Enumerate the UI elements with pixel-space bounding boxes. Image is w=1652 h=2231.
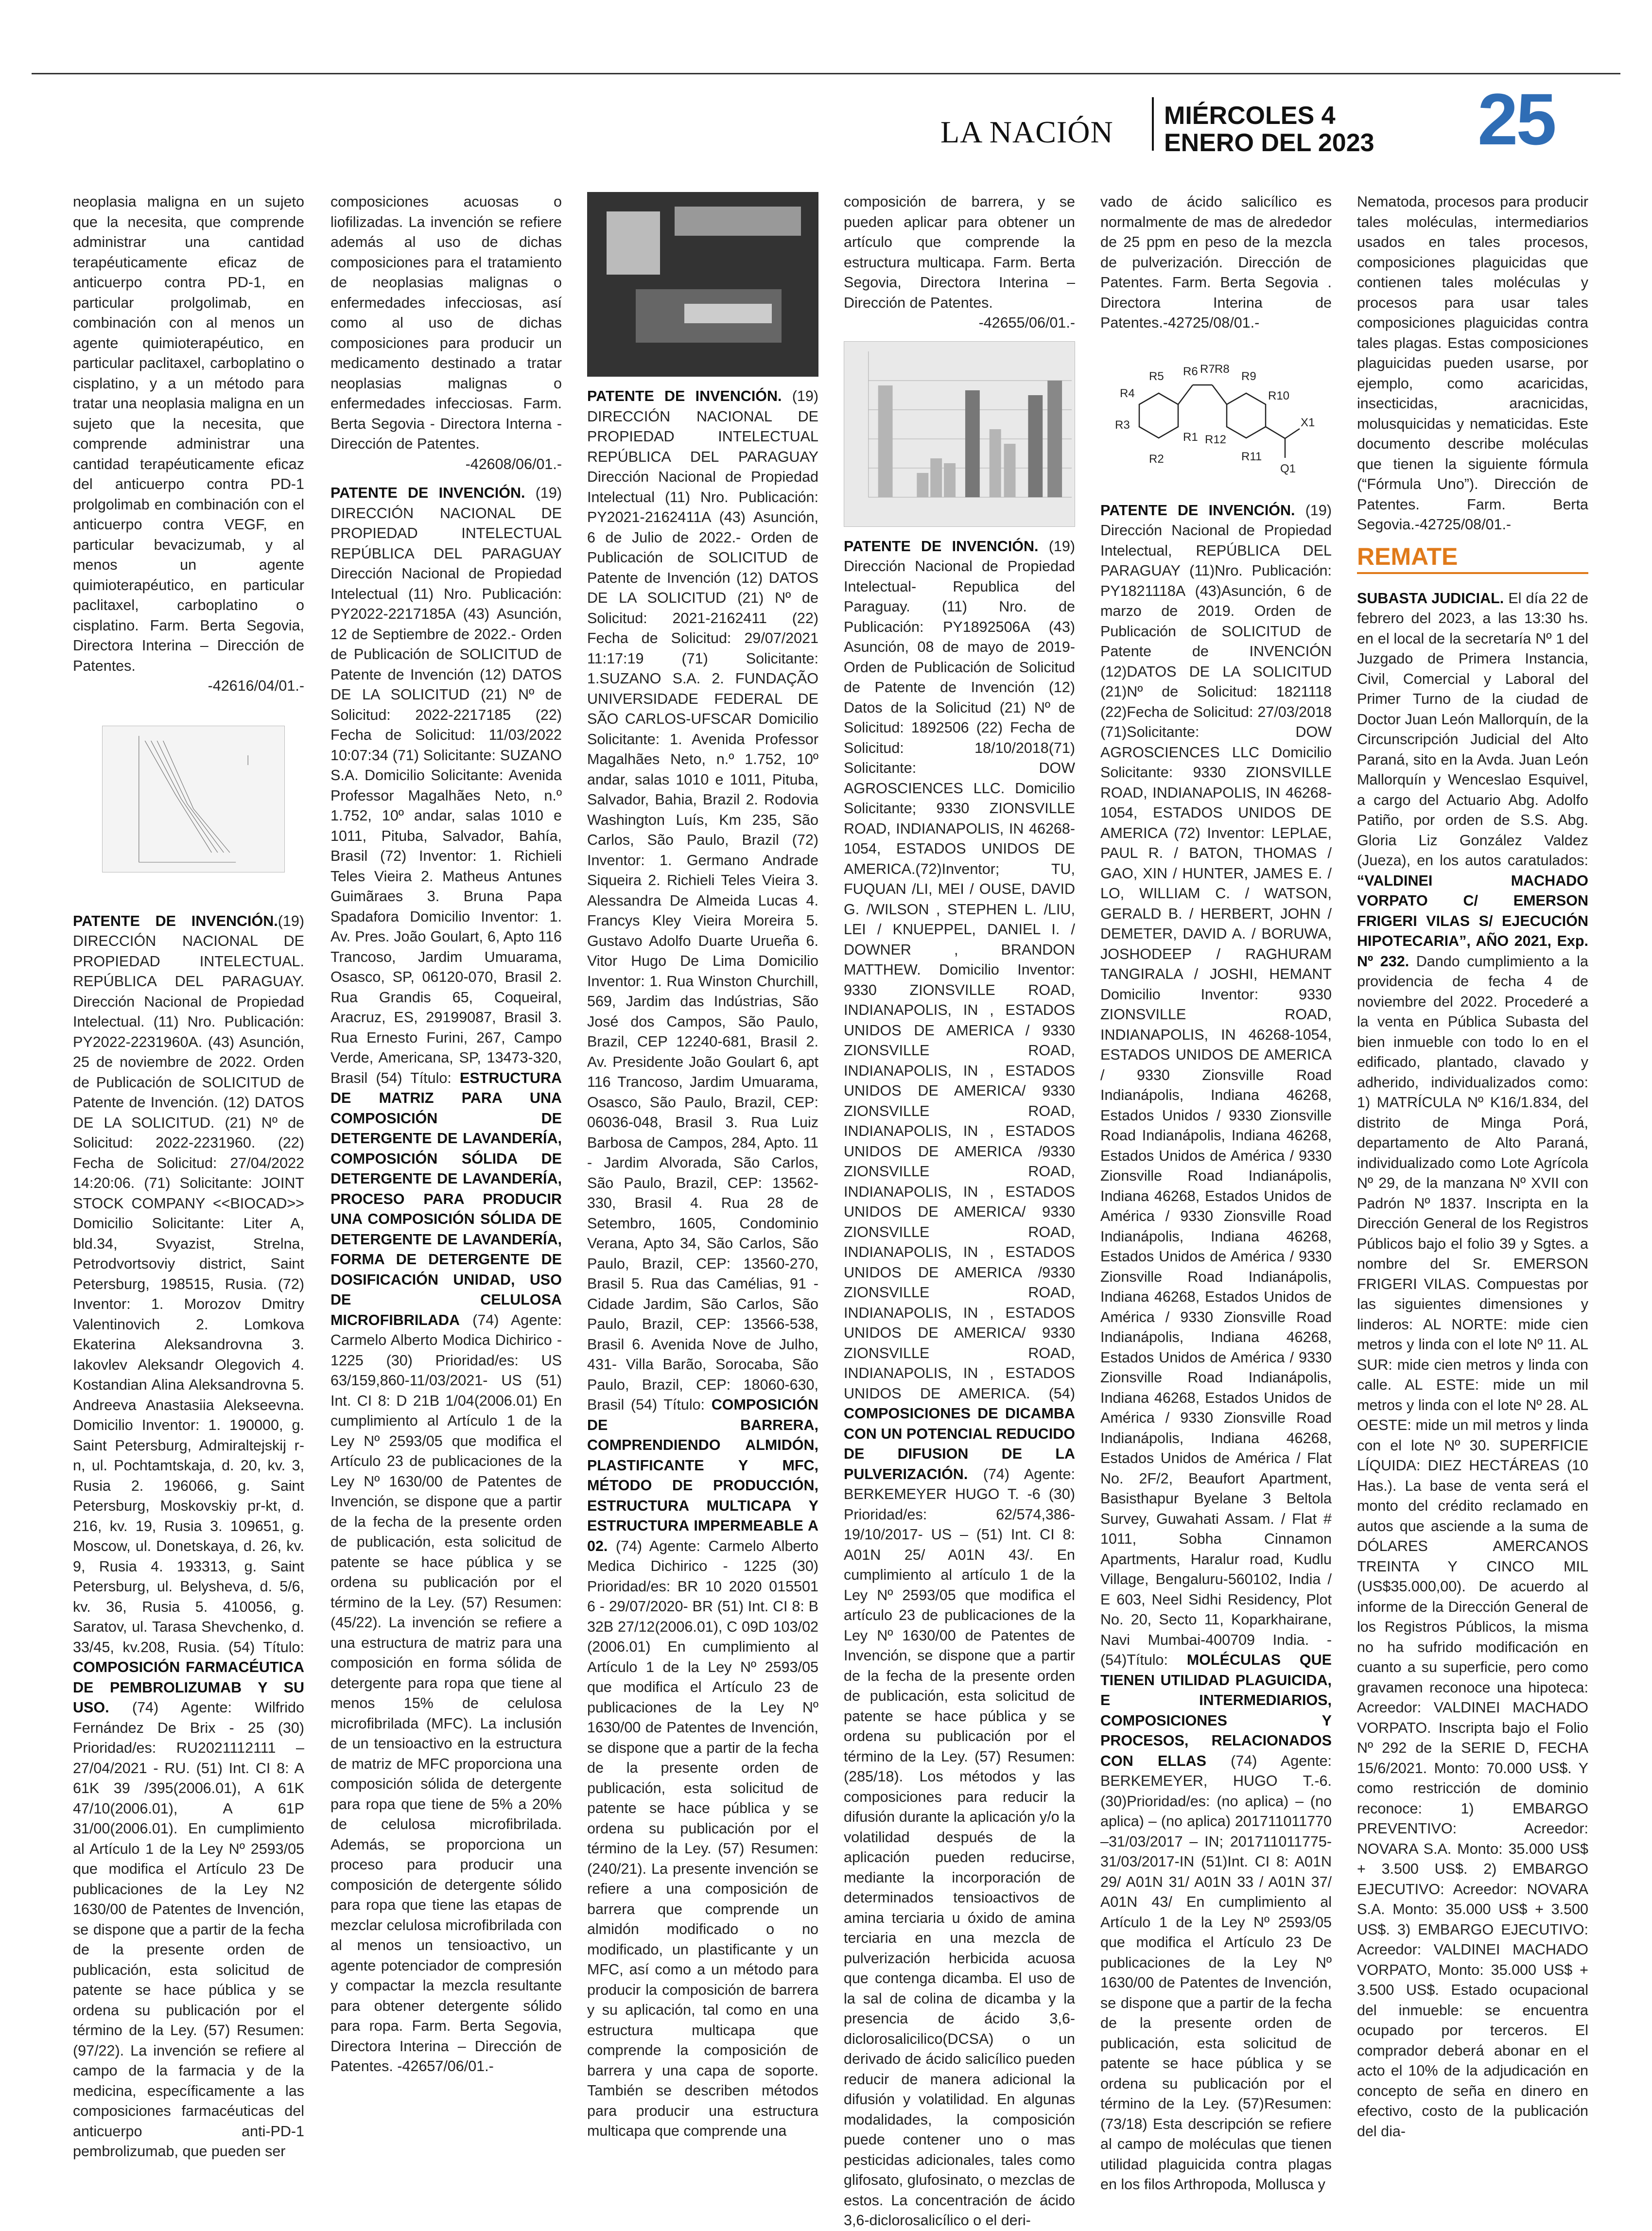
header-rule	[32, 73, 1620, 74]
notice-text: composición de barrera, y se pueden aplicar para obtener un artículo que comprende la estructura multicapa. Farm. Berta Segovia, Directora Interina – Dirección de Patentes.	[844, 193, 1075, 311]
notice-signature: -42657/06/01.-	[397, 2058, 494, 2074]
patent-text: (74) Agente: BERKEMEYER, HUGO T.-6. (30)Prioridad/es: (no aplica) – (no aplica) – (no aplica) 201711011770 –31/03/2017 – IN; 201711011775-31/03/2017-IN (51)Int. CI 8: A01N 29/ A01N 31/ A01N 33 / A01N 37/ A01N 43/ En cumplimiento al Artículo 1 de la Ley Nº 2593/05 que modifica el Artículo 23 De publicaciones de la Ley Nº 1630/00 de Patentes de Invención, se dispone que a partir de la fecha de la presente orden de publicación, esta solicitud de patente se hace pública y se ordena su publicación por el término de la Ley. (57)Resumen: (73/18) Esta descripción se refiere al campo de moléculas que tienen utilidad plaguicida contra plagas en los filos Arthropoda, Mollusca y	[1100, 1752, 1332, 2193]
bar-chart	[844, 342, 1075, 526]
chem-label: R10	[1268, 389, 1290, 402]
chem-label: R12	[1205, 433, 1227, 446]
notice-signature: -42655/06/01.-	[978, 314, 1075, 331]
patent-title: COMPOSICIÓN DE BARRERA, COMPRENDIENDO ALMIDÓN, PLASTIFICANTE Y MFC, MÉTODO DE PRODUCCIÓN, ESTRUCTURA MULTICAPA Y ESTRUCTURA IMPERMEABLE A 02.	[587, 1396, 818, 1554]
patent-text: (19) Dirección Nacional de Propiedad Intelectual, REPÚBLICA DEL PARAGUAY (11)Nro. Publicación: PY1821118A (43)Asunción, 6 de marzo de 2019. Orden de Publicación de SOLICITUD de Patente de INVENCIÓN (12)DATOS DE LA SOLICITUD (21)Nº de Solicitud: 1821118 (22)Fecha de Solicitud: 27/03/2018 (71)Solicitante: DOW AGROSCIENCES LLC Domicilio Solicitante: 9330 ZIONSVILLE ROAD, INDIANAPOLIS, IN 46268-1054, ESTADOS UNIDOS DE AMERICA (72) Inventor: LEPLAE, PAUL R. / BATON, THOMAS / GAO, XIN / HUNTER, JAMES E. / LO, WILLIAM C. / WATSON, GERALD B. / HERBERT, JOHN / DEMETER, DAVID A. / BORUWA, JOSHODEEP / RAGHURAM TANGIRALA / JOSHI, HEMANT Domicilio Inventor: 9330 ZIONSVILLE ROAD, INDIANAPOLIS, IN 46268-1054, ESTADOS UNIDOS DE AMERICA / 9330 Zionsville Road Indianápolis, Indiana 46268, Estados Unidos / 9330 Zionsville Road Indianápolis, Indiana 46268, Estados Unidos de América / 9330 Zionsville Road Indianápolis, Indiana 46268, Estados Unidos de América / 9330 Zionsville Road Indianápolis, Indiana 46268, Estados Unidos de América / 9330 Zionsville Road Indianápolis, Indiana 46268, Estados Unidos de América / 9330 Zionsville Road Indianápolis, Indiana 46268, Estados Unidos de América / 9330 Zionsville Road Indianápolis, Indiana 46268, Estados Unidos de América / 9330 Zionsville Road Indianápolis, Indiana 46268, Estados Unidos de América / Flat No. 2F/2, Beaufort Apartment, Basisthapur Byelane 3 Beltola Survey, Guwahati Assam. / Flat # 1011, Sobha Cinnamon Apartments, Haralur road, Kudlu Village, Bengaluru-560102, India / E 603, Neel Sidhi Residency, Plot No. 20, Secto 11, Koparkhairane, Navi Mumbai-400709 India. - (54)Título:	[1100, 502, 1332, 1668]
header-separator	[1152, 97, 1154, 151]
graph-figure	[102, 726, 285, 872]
chem-label: R1	[1183, 430, 1198, 444]
column-3	[587, 192, 818, 2139]
notice-signature: -42608/06/01.-	[465, 455, 562, 472]
patent-text: (19) DIRECCIÓN NACIONAL DE PROPIEDAD INTELECTUAL REPÚBLICA DEL PARAGUAY Dirección Nacional de Propiedad Intelectual (11) Nro. Publicación: PY2022-2217185A (43) Asunción, 12 de Septiembre de 2022.- Orden de Publicación de SOLICITUD de Patente de Invención (12) DATOS DE LA SOLICITUD (21) Nº de Solicitud: 2022-2217185 (22) Fecha de Solicitud: 11/03/2022 10:07:34 (71) Solicitante: SUZANO S.A. Domicilio Solicitante: Avenida Professor Magalhães Neto, n.º 1.752, 10º andar, salas 1010 e 1011, Pituba, Salvador, Bahía, Brasil (72) Inventor: 1. Richieli Teles Vieira 2. Matheus Antunes Guimãraes 3. Bruna Papa Spadafora Domicilio Inventor: 1. Av. Pres. João Goulart, 6, Apto 116 Trancoso, Jardim Umuarama, Osasco, SP, 06120-070, Brasil 2. Rua Grandis 65, Coqueiral, Aracruz, ES, 29199087, Brasil 3. Rua Ernesto Furini, 267, Campo Verde, Americana, SP, 13473-320, Brasil (54) Título:	[330, 485, 562, 1086]
notice-signature: -42616/04/01.-	[208, 678, 304, 694]
structure-diagram	[1100, 346, 1332, 492]
chem-label: R3	[1115, 418, 1130, 432]
chem-label: R7	[1200, 362, 1215, 376]
issue-date	[1164, 102, 1374, 157]
patent-title: COMPOSICIONES DE DICAMBA CON UN POTENCIAL REDUCIDO DE DIFUSION DE LA PULVERIZACIÓN.	[844, 1405, 1075, 1482]
patent-text: (74) Agente: Carmelo Alberto Modica Dichirico - 1225 (30) Prioridad/es: US 63/159,860-11/03/2021- US (51) Int. CI 8: D 21B 1/04(2006.01) En cumplimiento al Artículo 1 de la Ley Nº 2593/05 que modifica el Artículo 23 de publicaciones de la Ley Nº 1630/00 de Patentes de Invención, se dispone que a partir de la fecha de la presente orden de publicación, esta solicitud de patente se hace pública y se ordena su publicación por el término de la Ley. (57) Resumen:(45/22). La invención se refiere a una estructura de matriz para una composición en forma sólida de detergente para ropa que tiene al menos 15% de celulosa microfibrilada (MFC). La inclusión de un tensioactivo en la estructura de matriz de MFC proporciona una composición sólida de detergente para ropa que tiene de 5% a 20% de celulosa microfibrilada. Además, se proporciona un proceso para producir una composición de detergente sólido para ropa que tiene las etapas de mezclar celulosa microfibrilada con al menos un tensioactivo, un agente potenciador de compresión y compactar la mezcla resultante para obtener detergente sólido para ropa. Farm. Berta Segovia, Directora Interina – Dirección de Patentes.	[330, 1311, 562, 2074]
auction-text: El día 22 de febrero del 2023, a las 13:30 hs. en el local de la secretaría Nº 1 del Juzgado de Primera Instancia, Civil, Comercial y Laboral del Primer Turno de la ciudad de Doctor Juan León Mallorquín, de la Circunscripción Judicial del Alto Paraná, sito en la Avda. Juan León Mallorquín y Wenceslao Esquivel, a cargo del Actuario Abg. Adolfo Patiño, por orden de S.S. Abg. Gloria Liz González Valdez (Jueza), en los autos caratulados:	[1357, 590, 1588, 869]
apparatus-photo	[587, 192, 818, 377]
patent-title: COMPOSICIÓN FARMACÉUTICA DE PEMBROLIZUMAB Y SU USO.	[73, 1659, 304, 1716]
patent-text: (74) Agente: Carmelo Alberto Medica Dichirico - 1225 (30) Prioridad/es: BR 10 2020 015501 6 - 29/07/2020- BR (51) Int. CI 8: B 32B 27/12(2006.01), C 09D 103/02 (2006.01) En cumplimiento al Artículo 1 de la Ley Nº 2593/05 que modifica el Artículo 23 de publicaciones de la Ley Nº 1630/00 de Patentes de Invención, se dispone que a partir de la fecha de la presente orden de publicación, esta solicitud de patente se hace pública y se ordena su publicación por el término de la Ley. (57) Resumen:(240/21). La presente invención se refiere a una composición de barrera que comprende un almidón modificado o no modificado, un plastificante y un MFC, así como a un método para producir la composición de barrera y su aplicación, tal como en una estructura multicapa que comprende la composición de barrera y una capa de soporte. También se describen métodos para producir una estructura multicapa que comprende una	[587, 1537, 818, 2139]
patent-text: (19) DIRECCIÓN NACIONAL DE PROPIEDAD INTELECTUAL. REPÚBLICA DEL PARAGUAY. Dirección Nacional de Propiedad Intelectual. (11) Nro. Publicación: PY2022-2231960A. (43) Asunción, 25 de noviembre de 2022. Orden de Publicación de SOLICITUD de Patente de Invención. (12) DATOS DE LA SOLICITUD. (21) Nº de Solicitud: 2022-2231960. (22) Fecha de Solicitud: 27/04/2022 14:20:06. (71) Solicitante: JOINT STOCK COMPANY <<BIOCAD>> Domicilio Solicitante: Liter A, bld.34, Svyazist, Strelna, Petrodvortsoviy district, Saint Petersburg, 198515, Rusia. (72) Inventor: 1. Morozov Dmitry Valentinovich 2. Lomkova Ekaterina Aleksandrovna 3. Iakovlev Aleksandr Olegovich 4. Kostandian Alina Aleksandrovna 5. Andreeva Anastasiia Alekseevna. Domicilio Inventor: 1. 190000, g. Saint Petersburg, Admiraltejskij r-n, ul. Pochtamtskaja, d. 20, kv. 3, Rusia 2. 196066, g. Saint Petersburg, Moskovskiy pr-kt, d. 216, kv. 19, Rusia 3. 109651, g. Moscow, ul. Donetskaya, d. 26, kv. 9, Rusia 4. 193313, g. Saint Petersburg, ul. Belysheva, d. 5/6, kv. 36, Rusia 5. 410056, g. Saratov, ul. Tarasa Shevchenko, d. 33/45, kv.208, Rusia. (54) Título:	[73, 912, 304, 1656]
column-1	[73, 192, 304, 2160]
auction-lead: SUBASTA JUDICIAL.	[1357, 590, 1504, 607]
chem-label: R8	[1215, 362, 1230, 376]
patent-text: (74) Agente: BERKEMEYER HUGO T. -6 (30) Prioridad/es: 62/574,386- 19/10/2017- US – (51) Int. CI 8: A01N 25/ A01N 43/. En cumplimiento al artículo 1 de la Ley Nº 2593/05 que modifica el artículo 23 de publicaciones de la Ley Nº 1630/00 de Patentes de Invención, se dispone que a partir de la fecha de la presente orden de publicación, esta solicitud de patente se hace pública y se ordena su publicación por el término de la Ley. (57) Resumen: (285/18). Los métodos y las composiciones para reducir la difusión durante la aplicación y/o la volatilidad después de la aplicación pueden reducirse, mediante la incorporación de determinados tensioactivos de amina terciaria u óxido de amina terciaria en una mezcla de pulverización herbicida acuosa que contenga dicamba. El uso de la sal de colina de dicamba y la presencia de ácido 3,6-diclorosalicilico(DCSA) o un derivado de ácido salicílico pueden reducir de manera adicional la difusión y volatilidad. En algunas modalidades, la composición puede contener uno o mas pesticidas adicionales, tales como glifosato, glufosinato, o mezclas de estos. La concentración de ácido 3,6-diclorosalicílico o el deri-	[844, 1465, 1075, 2229]
auction-text: Dando cumplimiento a la providencia de fecha 4 de noviembre del 2022. Procederé a la venta en Pública Subasta del bien inmueble con todo lo en el edificado, plantado, clavado y adherido, individualizados como: 1) MATRÍCULA Nº K16/1.834, del distrito de Minga Porá, departamento de Alto Paraná, individualizado como Lote Agrícola Nº 29, de la manzana Nº XVII con Padrón Nº 1837. Inscripta en la Dirección General de los Registros Públicos bajo el folio 39 y Sgtes. a nombre del Sr. EMERSON FRIGERI VILAS. Compuestas por las siguientes dimensiones y linderos: AL NORTE: mide cien metros y linda con el lote Nº 11. AL SUR: mide cien metros y linda con calle. AL ESTE: mide un mil metros y linda con el lote Nº 28. AL OESTE: mide un mil metros y linda con el lote Nº 30. SUPERFICIE LÍQUIDA: DIEZ HECTÁREAS (10 Has.). La base de venta será el monto del crédito reclamado en autos que asciende a la suma de DÓLARES AMERCANOS TREINTA Y CINCO MIL (US$35.000,00). De acuerdo al informe de la Dirección General de los Registros Públicos, la misma no ha sufrido modificación en cuanto a su superficie, pero como gravamen reconoce una hipoteca: Acreedor: VALDINEI MACHADO VORPATO. Inscripta bajo el Folio Nº 292 de la SERIE D, FECHA 15/6/2021. Monto: 70.000 US$. Y como restricción de dominio reconoce: 1) EMBARGO PREVENTIVO: Acreedor: NOVARA S.A. Monto: 35.000 US$ + 3.500 US$. 2) EMBARGO EJECUTIVO: Acreedor: NOVARA S.A. Monto: 35.000 US$ + 3.500 US$. 3) EMBARGO EJECUTIVO: Acreedor: VALDINEI MACHADO VORPATO, Monto: 35.000 US$ + 3.500 US$. Estado ocupacional del inmueble: se encuentra ocupado por terceros. El comprador deberá abonar en el acto el 10% de la adjudicación en concepto de seña en dinero en efectivo, costo de la publicación del dia-	[1357, 953, 1588, 2140]
notice-text: Nematoda, procesos para producir tales moléculas, intermediarios usados en tales procesos, composiciones plaguicidas que contienen tales moléculas y procesos para usar tales composiciones plaguicidas contra tales plagas. Estas composiciones plaguicidas pueden usarse, por ejemplo, como acaricidas, insecticidas, aracnicidas, molusquicidas y nematicidas. Este documento describe moléculas que tienen la siguiente fórmula (“Fórmula Uno”). Dirección de Patentes. Farm. Berta Segovia.-42725/08/01.-	[1357, 193, 1588, 533]
patent-title: MOLÉCULAS QUE TIENEN UTILIDAD PLAGUICIDA, E INTERMEDIARIOS, COMPOSICIONES Y PROCESOS, RELACIONADOS CON ELLAS	[1100, 1652, 1332, 1769]
column-4	[844, 192, 1075, 2229]
bar-chart-figure	[844, 341, 1075, 527]
issue-weekday: MIÉRCOLES 4	[1164, 102, 1336, 130]
notice-text: neoplasia maligna en un sujeto que la necesita, que comprende administrar una cantidad terapéuticamente eficaz de anticuerpo contra PD-1, en particular prolgolimab, en combinación con al menos un agente quimioterapéutico, en particular paclitaxel, carboplatino o cisplatino, y a un método para tratar una neoplasia maligna en un sujeto que la necesita, que comprende administrar una cantidad terapéuticamente eficaz del anticuerpo contra PD-1 prolgolimab en combinación con el anticuerpo contra VEGF, en particular bevacizumab, y al menos un agente quimioterapéutico, en particular paclitaxel, carboplatino o cisplatino. Farm. Berta Segovia, Directora Interina – Dirección de Patentes.	[73, 193, 304, 674]
chem-label: R6	[1183, 365, 1198, 378]
masthead: LA NACIÓN	[940, 115, 1113, 149]
notice-text: vado de ácido salicílico es normalmente de mas de alrededor de 25 ppm en peso de la mezcla de pulverización. Dirección de Patentes. Farm. Berta Segovia . Directora Interina de Patentes.-42725/08/01.-	[1100, 193, 1332, 331]
patent-heading: PATENTE DE INVENCIÓN.	[330, 485, 525, 501]
graph-lines	[103, 726, 284, 872]
patent-heading: PATENTE DE INVENCIÓN.	[844, 538, 1039, 555]
section-heading: REMATE	[1357, 542, 1588, 574]
chemical-structure	[1100, 346, 1332, 492]
chem-label: R5	[1149, 369, 1164, 383]
column-5	[1100, 192, 1332, 2193]
column-6	[1357, 192, 1588, 2140]
patent-heading: PATENTE DE INVENCIÓN.	[1100, 502, 1295, 519]
patent-heading: PATENTE DE INVENCIÓN.	[73, 912, 278, 929]
chem-label: R11	[1241, 450, 1262, 463]
patent-text: (19) Dirección Nacional de Propiedad Intelectual- Republica del Paraguay. (11) Nro. de Publicación: PY1892506A (43) Asunción, 08 de mayo de 2019- Orden de Publicación de Solicitud de Patente de Invención (12) Datos de la Solicitud (21) Nº de Solicitud: 1892506 (22) Fecha de Solicitud: 18/10/2018(71) Solicitante: DOW AGROSCIENCES LLC. Domicilio Solicitante; 9330 ZIONSVILLE ROAD, INDIANAPOLIS, IN 46268-1054, ESTADOS UNIDOS DE AMERICA.(72)Inventor; TU, FUQUAN /LI, MEI / OUSE, DAVID G. /WILSON , STEPHEN L. /LIU, LEI / KNUEPPEL, DANIEL I. / DOWNER , BRANDON MATTHEW. Domicilio Inventor: 9330 ZIONSVILLE ROAD, INDIANAPOLIS, IN , ESTADOS UNIDOS DE AMERICA / 9330 ZIONSVILLE ROAD, INDIANAPOLIS, IN , ESTADOS UNIDOS DE AMERICA/ 9330 ZIONSVILLE ROAD, INDIANAPOLIS, IN , ESTADOS UNIDOS DE AMERICA /9330 ZIONSVILLE ROAD, INDIANAPOLIS, IN , ESTADOS UNIDOS DE AMERICA/ 9330 ZIONSVILLE ROAD, INDIANAPOLIS, IN , ESTADOS UNIDOS DE AMERICA /9330 ZIONSVILLE ROAD, INDIANAPOLIS, IN , ESTADOS UNIDOS DE AMERICA/ 9330 ZIONSVILLE ROAD, INDIANAPOLIS, IN , ESTADOS UNIDOS DE AMERICA. (54)	[844, 538, 1075, 1402]
chem-label: Q1	[1280, 462, 1296, 475]
chem-label: R2	[1149, 452, 1164, 466]
column-2	[330, 192, 562, 2117]
patent-title: ESTRUCTURA DE MATRIZ PARA UNA COMPOSICIÓN DE DETERGENTE DE LAVANDERÍA, COMPOSICIÓN SÓLIDA DE DETERGENTE DE LAVANDERÍA, PROCESO PARA PRODUCIR UNA COMPOSICIÓN SÓLIDA DE DETERGENTE DE LAVANDERÍA, FORMA DE DETERGENTE DE DOSIFICACIÓN UNIDAD, USO DE CELULOSA MICROFIBRILADA	[330, 1069, 562, 1328]
page-number: 25	[1478, 78, 1555, 160]
issue-month-year: ENERO DEL 2023	[1164, 129, 1374, 157]
chem-label: R4	[1120, 386, 1135, 400]
patent-text: (19) DIRECCIÓN NACIONAL DE PROPIEDAD INTELECTUAL REPÚBLICA DEL PARAGUAY Dirección Nacional de Propiedad Intelectual (11) Nro. Publicación: PY2021-2162411A (43) Asunción, 6 de Julio de 2022.- Orden de Publicación de SOLICITUD de Patente de Invención (12) DATOS DE LA SOLICITUD (21) Nº de Solicitud: 2021-2162411 (22) Fecha de Solicitud: 29/07/2021 11:17:19 (71) Solicitante: 1.SUZANO S.A. 2. FUNDAÇÃO UNIVERSIDADE FEDERAL DE SÃO CARLOS-UFSCAR Domicilio Solicitante: 1. Avenida Professor Magalhães Neto, n.º 1.752, 10º andar, salas 1010 e 1011, Pituba, Salvador, Bahia, Brazil 2. Rodovia Washington Luís, Km 235, São Carlos, São Paulo, Brazil (72) Inventor: 1. Germano Andrade Siqueira 2. Richieli Teles Vieira 3. Alessandra De Almeida Lucas 4. Francys Kley Vieira Moreira 5. Gustavo Adolfo Duarte Urueña 6. Vitor Hugo De Lima Domicilio Inventor: 1. Rua Winston Churchill, 569, Jardim das Indústrias, São José dos Campos, São Paulo, Brazil, CEP 12240-681, Brasil 2. Av. Presidente João Goulart 6, apt 116 Trancoso, Jardim Umuarama, Osasco, São Paulo, Brazil, CEP: 06036-048, Brasil 3. Rua Luiz Barbosa de Campos, 284, Apto. 11 - Jardim Alvorada, São Carlos, São Paulo, Brazil, CEP: 13562-330, Brasil 4. Rua 28 de Setembro, 1605, Condominio Verana, Apto 34, São Carlos, São Paulo, Brazil, CEP: 13560-270, Brasil 5. Rua das Camélias, 91 - Cidade Jardim, São Carlos, São Paulo, Brazil, CEP: 13566-538, Brasil 6. Avenida Nove de Julho, 431- Villa Barão, Sorocaba, São Paulo, Brazil, CEP: 18060-630, Brasil (54) Título:	[587, 388, 818, 1413]
chem-label: R9	[1241, 369, 1256, 383]
auction-case-title: “VALDINEI MACHADO VORPATO C/ EMERSON FRIGERI VILAS S/ EJECUCIÓN HIPOTECARIA”, AÑO 2021, Exp. Nº 232.	[1357, 872, 1588, 970]
chem-label: X1	[1301, 416, 1315, 429]
notice-text: composiciones acuosas o liofilizadas. La invención se refiere además al uso de dichas composiciones para el tratamiento de neoplasias malignas o enfermedades infecciosas, así como al uso de dichas composiciones para producir un medicamento destinado a tratar neoplasias malignas o enfermedades infecciosas. Farm. Berta Segovia - Directora Interna - Dirección de Patentes.	[330, 193, 562, 452]
patent-heading: PATENTE DE INVENCIÓN.	[587, 388, 782, 404]
patent-text: (74) Agente: Wilfrido Fernández De Brix - 25 (30) Prioridad/es: RU2021112111 – 27/04/2021 - RU. (51) Int. CI 8: A 61K 39 /395(2006.01), A 61K 47/10(2006.01), A 61P 31/00(2006.01). En cumplimiento al Artículo 1 de la Ley Nº 2593/05 que modifica el Artículo 23 De publicaciones de la Ley N2 1630/00 de Patentes de Invención, se dispone que a partir de la fecha de la presente orden de publicación, esta solicitud de patente se hace pública y se ordena su publicación por el término de la Ley. (57) Resumen: (97/22). La invención se refiere al campo de la farmacia y de la medicina, específicamente a las composiciones farmacéuticas del anticuerpo anti-PD-1 pembrolizumab, que pueden ser	[73, 1699, 304, 2160]
